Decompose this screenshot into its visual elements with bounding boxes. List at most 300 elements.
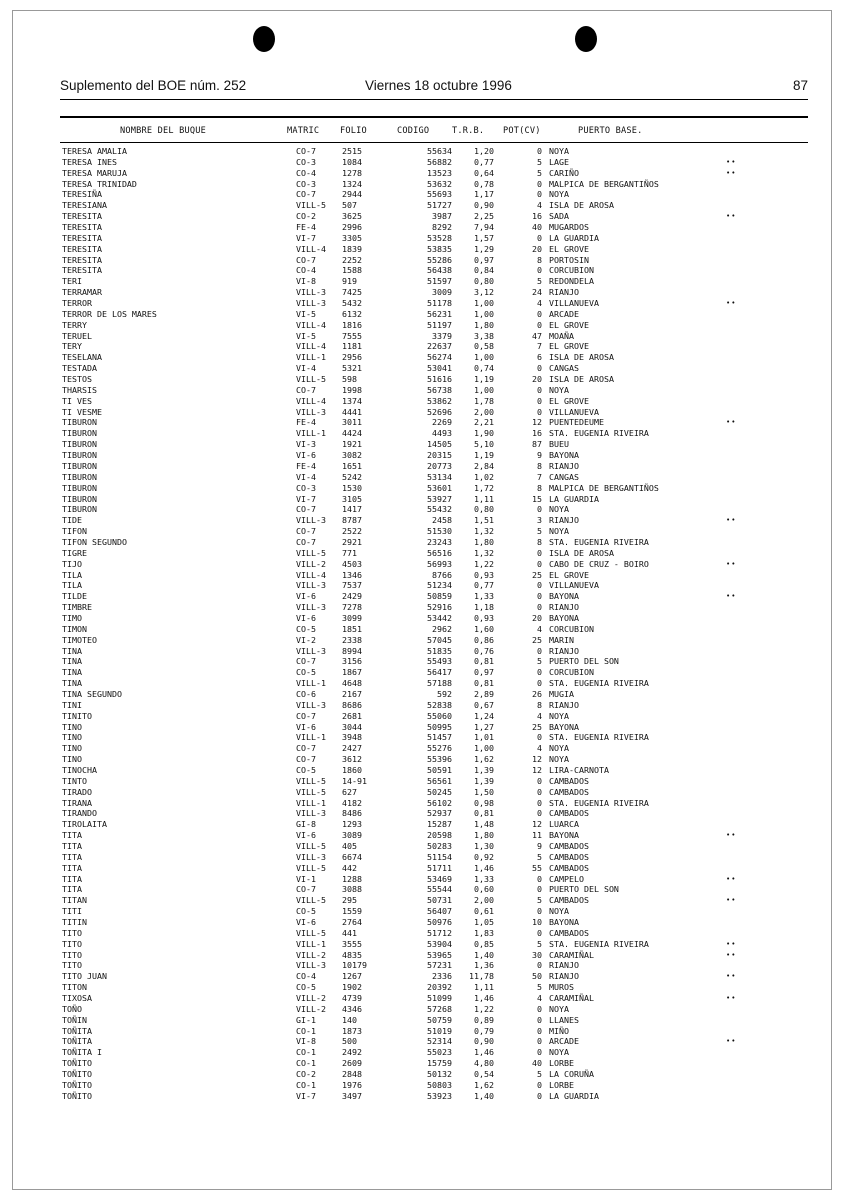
home-port: CAMBADOS (549, 927, 589, 938)
folio: 14-91 (342, 775, 367, 786)
pot-cv: 0 (537, 1090, 542, 1101)
matric: CO-3 (296, 482, 316, 493)
vessel-name: TINO (62, 743, 82, 754)
codigo: 56438 (427, 265, 452, 276)
codigo: 56417 (427, 667, 452, 678)
trb: 1,62 (474, 1079, 494, 1090)
table-row (0, 320, 846, 331)
codigo: 3987 (432, 211, 452, 222)
matric: VILL-5 (296, 200, 326, 211)
codigo: 20315 (427, 450, 452, 461)
pot-cv: 5 (537, 526, 542, 537)
home-port: MUGIA (549, 688, 574, 699)
home-port: BAYONA (549, 591, 579, 602)
table-row (0, 689, 846, 700)
trb: 1,00 (474, 743, 494, 754)
trb: 1,33 (474, 873, 494, 884)
row-mark: •• (726, 939, 737, 948)
trb: 1,00 (474, 298, 494, 309)
trb: 0,93 (474, 612, 494, 623)
vessel-name: TITO (62, 927, 82, 938)
pot-cv: 12 (532, 764, 542, 775)
trb: 1,19 (474, 374, 494, 385)
folio: 4424 (342, 428, 362, 439)
folio: 6132 (342, 308, 362, 319)
matric: CO-5 (296, 982, 316, 993)
table-row (0, 1036, 846, 1047)
pot-cv: 3 (537, 515, 542, 526)
codigo: 53835 (427, 243, 452, 254)
vessel-name: TERUEL (62, 330, 92, 341)
pot-cv: 0 (537, 1047, 542, 1058)
home-port: RIANJO (549, 699, 579, 710)
trb: 4,80 (474, 1058, 494, 1069)
home-port: CABO DE CRUZ - BOIRO (549, 558, 649, 569)
matric: VILL-3 (296, 851, 326, 862)
home-port: PUENTEDEUME (549, 417, 604, 428)
matric: CO-2 (296, 1069, 316, 1080)
vessel-name: TERESA TRINIDAD (62, 178, 137, 189)
folio: 3156 (342, 656, 362, 667)
vessel-name: TERRAMAR (62, 287, 102, 298)
home-port: STA. EUGENIA RIVEIRA (549, 428, 649, 439)
codigo: 55432 (427, 504, 452, 515)
folio: 1288 (342, 873, 362, 884)
vessel-name: TINTO (62, 775, 87, 786)
codigo: 50995 (427, 721, 452, 732)
matric: VI-6 (296, 721, 316, 732)
home-port: LAGE (549, 156, 569, 167)
matric: CO-5 (296, 906, 316, 917)
folio: 3948 (342, 732, 362, 743)
codigo: 55276 (427, 743, 452, 754)
home-port: NOYA (549, 384, 569, 395)
trb: 0,80 (474, 276, 494, 287)
home-port: ISLA DE AROSA (549, 352, 614, 363)
pot-cv: 0 (537, 384, 542, 395)
folio: 3099 (342, 612, 362, 623)
codigo: 20598 (427, 830, 452, 841)
home-port: VILLANUEVA (549, 580, 599, 591)
matric: VILL-5 (296, 547, 326, 558)
matric: CO-5 (296, 623, 316, 634)
codigo: 55060 (427, 710, 452, 721)
table-row (0, 917, 846, 928)
table-row (0, 385, 846, 396)
matric: VI-6 (296, 450, 316, 461)
codigo: 53601 (427, 482, 452, 493)
matric: CO-5 (296, 764, 316, 775)
folio: 1851 (342, 623, 362, 634)
home-port: PUERTO DEL SON (549, 884, 619, 895)
table-row (0, 374, 846, 385)
home-port: MALPICA DE BERGANTIÑOS (549, 178, 659, 189)
matric: VI-6 (296, 917, 316, 928)
folio: 627 (342, 786, 357, 797)
pot-cv: 12 (532, 819, 542, 830)
codigo: 52696 (427, 406, 452, 417)
codigo: 57231 (427, 960, 452, 971)
folio: 1921 (342, 439, 362, 450)
pot-cv: 5 (537, 895, 542, 906)
trb: 0,90 (474, 200, 494, 211)
folio: 1839 (342, 243, 362, 254)
folio: 2956 (342, 352, 362, 363)
folio: 3625 (342, 211, 362, 222)
table-row (0, 591, 846, 602)
trb: 1,01 (474, 732, 494, 743)
table-row (0, 1069, 846, 1080)
vessel-name: TERROR DE LOS MARES (62, 308, 157, 319)
pot-cv: 0 (537, 906, 542, 917)
table-row (0, 428, 846, 439)
pot-cv: 12 (532, 754, 542, 765)
table-row (0, 700, 846, 711)
home-port: EL GROVE (549, 319, 589, 330)
column-headers (0, 126, 846, 138)
codigo: 50803 (427, 1079, 452, 1090)
folio: 2944 (342, 189, 362, 200)
vessel-name: TOÑITO (62, 1069, 92, 1080)
matric: VILL-2 (296, 558, 326, 569)
folio: 3088 (342, 884, 362, 895)
codigo: 51597 (427, 276, 452, 287)
vessel-name: TILDE (62, 591, 87, 602)
folio: 507 (342, 200, 357, 211)
vessel-name: TINI (62, 699, 82, 710)
table-row (0, 624, 846, 635)
trb: 1,80 (474, 319, 494, 330)
matric: VILL-3 (296, 406, 326, 417)
home-port: LLANES (549, 1014, 579, 1025)
pot-cv: 0 (537, 189, 542, 200)
header-bottom-rule (60, 142, 808, 143)
pot-cv: 8 (537, 699, 542, 710)
table-row (0, 580, 846, 591)
vessel-name: TIBURON (62, 504, 97, 515)
trb: 0,61 (474, 906, 494, 917)
matric: CO-4 (296, 167, 316, 178)
table-row (0, 1080, 846, 1091)
matric: CO-7 (296, 384, 316, 395)
codigo: 8766 (432, 569, 452, 580)
vessel-name: TITA (62, 841, 82, 851)
home-port: ARCADE (549, 308, 579, 319)
codigo: 51099 (427, 993, 452, 1004)
table-row (0, 960, 846, 971)
vessel-name: TESTADA (62, 363, 97, 374)
vessel-name: TERY (62, 341, 82, 352)
vessel-name: TITON (62, 982, 87, 993)
codigo: 52838 (427, 699, 452, 710)
pot-cv: 0 (537, 797, 542, 808)
home-port: NOYA (549, 754, 569, 765)
vessel-name: TIRANDO (62, 808, 97, 819)
matric: VILL-2 (296, 949, 326, 960)
table-row (0, 971, 846, 982)
codigo: 51154 (427, 851, 452, 862)
pot-cv: 5 (537, 167, 542, 178)
pot-cv: 40 (532, 222, 542, 233)
pot-cv: 4 (537, 623, 542, 634)
pot-cv: 9 (537, 841, 542, 851)
matric: VILL-1 (296, 797, 326, 808)
publication-date: Viernes 18 octubre 1996 (365, 78, 512, 93)
home-port: NOYA (549, 1047, 569, 1058)
matric: CO-7 (296, 710, 316, 721)
home-port: STA. EUGENIA RIVEIRA (549, 797, 649, 808)
matric: VILL-4 (296, 341, 326, 352)
pot-cv: 16 (532, 211, 542, 222)
pot-cv: 16 (532, 428, 542, 439)
codigo: 56882 (427, 156, 452, 167)
vessel-name: TERESA AMALIA (62, 146, 127, 156)
folio: 598 (342, 374, 357, 385)
vessel-name: TIBURON (62, 450, 97, 461)
matric: CO-7 (296, 189, 316, 200)
home-port: NOYA (549, 906, 569, 917)
matric: VILL-5 (296, 841, 326, 851)
folio: 2764 (342, 917, 362, 928)
vessel-name: TINA (62, 667, 82, 678)
matric: VI-5 (296, 308, 316, 319)
vessel-name: TI VES (62, 395, 92, 406)
vessel-name: TIBURON (62, 428, 97, 439)
codigo: 53134 (427, 471, 452, 482)
table-row (0, 200, 846, 211)
table-row (0, 298, 846, 309)
trb: 1,36 (474, 960, 494, 971)
pot-cv: 5 (537, 156, 542, 167)
trb: 0,79 (474, 1025, 494, 1036)
folio: 8994 (342, 645, 362, 656)
home-port: LORBE (549, 1079, 574, 1090)
trb: 0,76 (474, 645, 494, 656)
trb: 0,74 (474, 363, 494, 374)
table-row (0, 1015, 846, 1026)
matric: VI-2 (296, 634, 316, 645)
trb: 1,72 (474, 482, 494, 493)
matric: VILL-1 (296, 428, 326, 439)
home-port: MALPICA DE BERGANTIÑOS (549, 482, 659, 493)
table-row (0, 1047, 846, 1058)
home-port: CAMBADOS (549, 895, 589, 906)
trb: 3,12 (474, 287, 494, 298)
folio: 3612 (342, 754, 362, 765)
home-port: RIANJO (549, 971, 579, 982)
codigo: 50859 (427, 591, 452, 602)
page-header (60, 78, 808, 96)
table-row (0, 515, 846, 526)
codigo: 51711 (427, 862, 452, 873)
folio: 1267 (342, 971, 362, 982)
table-row (0, 526, 846, 537)
vessel-name: TERESITA (62, 243, 102, 254)
row-mark: •• (726, 212, 737, 221)
punch-hole-right (575, 26, 597, 52)
home-port: BAYONA (549, 612, 579, 623)
matric: FE-4 (296, 460, 316, 471)
pot-cv: 8 (537, 536, 542, 547)
trb: 1,05 (474, 917, 494, 928)
folio: 6674 (342, 851, 362, 862)
vessel-name: TIMON (62, 623, 87, 634)
codigo: 51727 (427, 200, 452, 211)
trb: 0,98 (474, 797, 494, 808)
codigo: 56407 (427, 906, 452, 917)
codigo: 53041 (427, 363, 452, 374)
home-port: BAYONA (549, 917, 579, 928)
trb: 0,84 (474, 265, 494, 276)
vessel-name: TINO (62, 732, 82, 743)
pot-cv: 26 (532, 688, 542, 699)
col-trb: T.R.B. (452, 126, 485, 136)
table-row (0, 776, 846, 787)
table-row (0, 906, 846, 917)
vessel-name: TITA (62, 873, 82, 884)
table-row (0, 265, 846, 276)
trb: 1,40 (474, 949, 494, 960)
table-row (0, 222, 846, 233)
trb: 1,19 (474, 450, 494, 461)
vessel-name: TIXOSA (62, 993, 92, 1004)
vessel-name: TIROLAITA (62, 819, 107, 830)
codigo: 55396 (427, 754, 452, 765)
home-port: LA CORUÑA (549, 1069, 594, 1080)
trb: 1,46 (474, 993, 494, 1004)
folio: 2515 (342, 146, 362, 156)
matric: CO-2 (296, 211, 316, 222)
home-port: CORCUBION (549, 265, 594, 276)
pot-cv: 0 (537, 232, 542, 243)
trb: 0,92 (474, 851, 494, 862)
folio: 2848 (342, 1069, 362, 1080)
home-port: MARIN (549, 634, 574, 645)
vessel-name: TIBURON (62, 460, 97, 471)
publication-title: Suplemento del BOE núm. 252 (60, 78, 247, 93)
vessel-name: TITA (62, 862, 82, 873)
home-port: BUEU (549, 439, 569, 450)
table-row (0, 1058, 846, 1069)
vessel-name: TERESIANA (62, 200, 107, 211)
codigo: 2458 (432, 515, 452, 526)
trb: 0,89 (474, 1014, 494, 1025)
vessel-name: TITAN (62, 895, 87, 906)
codigo: 4493 (432, 428, 452, 439)
trb: 1,17 (474, 189, 494, 200)
table-row (0, 646, 846, 657)
codigo: 50976 (427, 917, 452, 928)
matric: CO-7 (296, 254, 316, 265)
folio: 1976 (342, 1079, 362, 1090)
table-row (0, 461, 846, 472)
matric: VI-8 (296, 1036, 316, 1047)
pot-cv: 5 (537, 982, 542, 993)
codigo: 15287 (427, 819, 452, 830)
codigo: 56993 (427, 558, 452, 569)
vessel-name: TITO (62, 938, 82, 949)
codigo: 14505 (427, 439, 452, 450)
codigo: 51712 (427, 927, 452, 938)
trb: 0,77 (474, 156, 494, 167)
trb: 0,97 (474, 667, 494, 678)
vessel-name: TITO (62, 960, 82, 971)
pot-cv: 0 (537, 395, 542, 406)
folio: 3044 (342, 721, 362, 732)
home-port: MUROS (549, 982, 574, 993)
home-port: LUARCA (549, 819, 579, 830)
home-port: NOYA (549, 504, 569, 515)
folio: 3089 (342, 830, 362, 841)
vessel-name: TOÑO (62, 1003, 82, 1014)
matric: VI-7 (296, 493, 316, 504)
pot-cv: 10 (532, 917, 542, 928)
codigo: 51616 (427, 374, 452, 385)
pot-cv: 4 (537, 993, 542, 1004)
table-row (0, 939, 846, 950)
trb: 11,78 (469, 971, 494, 982)
vessel-name: THARSIS (62, 384, 97, 395)
vessel-name: TIGRE (62, 547, 87, 558)
matric: VILL-3 (296, 515, 326, 526)
codigo: 50731 (427, 895, 452, 906)
folio: 7537 (342, 580, 362, 591)
table-row (0, 765, 846, 776)
table-row (0, 819, 846, 830)
matric: VI-3 (296, 439, 316, 450)
folio: 500 (342, 1036, 357, 1047)
pot-cv: 5 (537, 276, 542, 287)
table-top-rule (60, 116, 808, 118)
matric: CO-7 (296, 536, 316, 547)
trb: 1,24 (474, 710, 494, 721)
codigo: 8292 (432, 222, 452, 233)
trb: 0,54 (474, 1069, 494, 1080)
matric: CO-5 (296, 667, 316, 678)
home-port: EL GROVE (549, 569, 589, 580)
pot-cv: 0 (537, 786, 542, 797)
home-port: REDONDELA (549, 276, 594, 287)
codigo: 50283 (427, 841, 452, 851)
table-row (0, 483, 846, 494)
home-port: NOYA (549, 146, 569, 156)
row-mark: •• (726, 972, 737, 981)
home-port: ISLA DE AROSA (549, 200, 614, 211)
folio: 1181 (342, 341, 362, 352)
trb: 1,90 (474, 428, 494, 439)
codigo: 53927 (427, 493, 452, 504)
folio: 2252 (342, 254, 362, 265)
matric: VILL-1 (296, 678, 326, 689)
folio: 1084 (342, 156, 362, 167)
trb: 1,22 (474, 558, 494, 569)
pot-cv: 0 (537, 363, 542, 374)
pot-cv: 4 (537, 743, 542, 754)
home-port: RIANJO (549, 460, 579, 471)
table-row (0, 244, 846, 255)
codigo: 20773 (427, 460, 452, 471)
matric: VILL-3 (296, 298, 326, 309)
table-row (0, 439, 846, 450)
pot-cv: 0 (537, 645, 542, 656)
folio: 1651 (342, 460, 362, 471)
vessel-name: TIMBRE (62, 602, 92, 613)
matric: CO-7 (296, 754, 316, 765)
home-port: CANGAS (549, 363, 579, 374)
matric: VILL-3 (296, 699, 326, 710)
matric: CO-3 (296, 178, 316, 189)
vessel-table (0, 146, 846, 1116)
